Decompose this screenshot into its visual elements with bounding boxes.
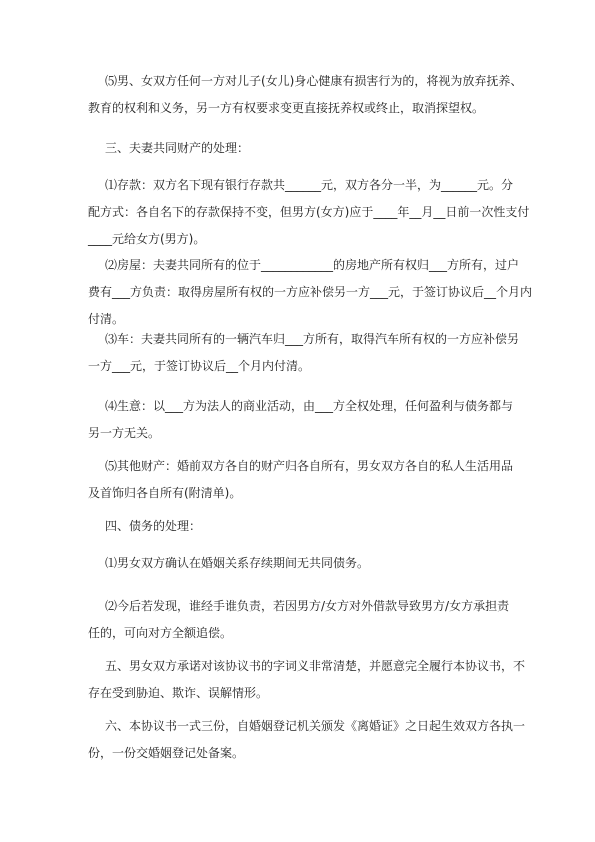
text-line: ____元给女方(男方)。	[88, 232, 206, 246]
text-line: 配方式：各自名下的存款保持不变，但男方(女方)应于____年__月__日前一次性支付	[88, 205, 530, 219]
section-heading-debts	[88, 513, 528, 540]
text-line: 及首饰归各自所有(附清单)。	[88, 486, 242, 500]
text-line: 付清。	[88, 312, 125, 326]
text-line: ⑵房屋：夫妻共同所有的位于____________的房地产所有权归___方所有，过户	[105, 258, 520, 272]
text-line: 存在受到胁迫、欺诈、误解情形。	[88, 686, 269, 700]
text-line: 份，一份交婚姻登记处备案。	[88, 746, 245, 760]
section-heading-joint-property	[88, 135, 528, 162]
text-line: 四、债务的处理：	[105, 519, 202, 533]
section-six-copies	[88, 713, 528, 767]
paragraph-car	[88, 326, 528, 380]
text-line: 费有___方负责：取得房屋所有权的一方应补偿另一方___元，于签订协议后__个月内	[88, 285, 533, 299]
paragraph-no-joint-debt	[88, 550, 528, 577]
paragraph-other-property	[88, 453, 528, 507]
text-line: ⑷生意：以___方为法人的商业活动，由___方全权处理，任何盈利与债务都与	[105, 399, 514, 413]
text-line: ⑵今后若发现，谁经手谁负责，若因男方/女方对外借款导致男方/女方承担责	[105, 599, 510, 613]
text-line: 另一方无关。	[88, 426, 161, 440]
text-line: ⑸其他财产：婚前双方各自的财产归各自所有，男女双方各自的私人生活用品	[105, 459, 514, 473]
text-line: 五、男女双方承诺对该协议书的字词义非常清楚，并愿意完全履行本协议书，不	[105, 659, 526, 673]
section-five-commitment	[88, 653, 528, 707]
paragraph-business	[88, 393, 528, 447]
text-line: 六、本协议书一式三份，自婚姻登记机关颁发《离婚证》之日起生效双方各执一	[105, 719, 526, 733]
paragraph-custody-forfeit	[88, 68, 528, 122]
paragraph-house	[88, 252, 533, 333]
paragraph-future-debt	[88, 593, 528, 647]
text-line: ⑶车：夫妻共同所有的一辆汽车归___方所有，取得汽车所有权的一方应补偿另	[105, 332, 520, 346]
text-line: 任的，可向对方全额追偿。	[88, 626, 233, 640]
text-line: 教育的权利和义务，另一方有权要求变更直接抚养权或终止，取消探望权。	[88, 101, 485, 115]
text-line: ⑸男、女双方任何一方对儿子(女儿)身心健康有损害行为的，将视为放弃抚养、	[105, 74, 523, 88]
paragraph-deposits	[88, 172, 528, 253]
text-line: ⑴男女双方确认在婚姻关系存续期间无共同债务。	[105, 556, 370, 570]
text-line: 三、夫妻共同财产的处理：	[105, 141, 250, 155]
text-line: 一方___元，于签订协议后__个月内付清。	[88, 359, 311, 373]
text-line: ⑴存款：双方名下现有银行存款共______元，双方各分一半，为______元。分	[105, 178, 514, 192]
